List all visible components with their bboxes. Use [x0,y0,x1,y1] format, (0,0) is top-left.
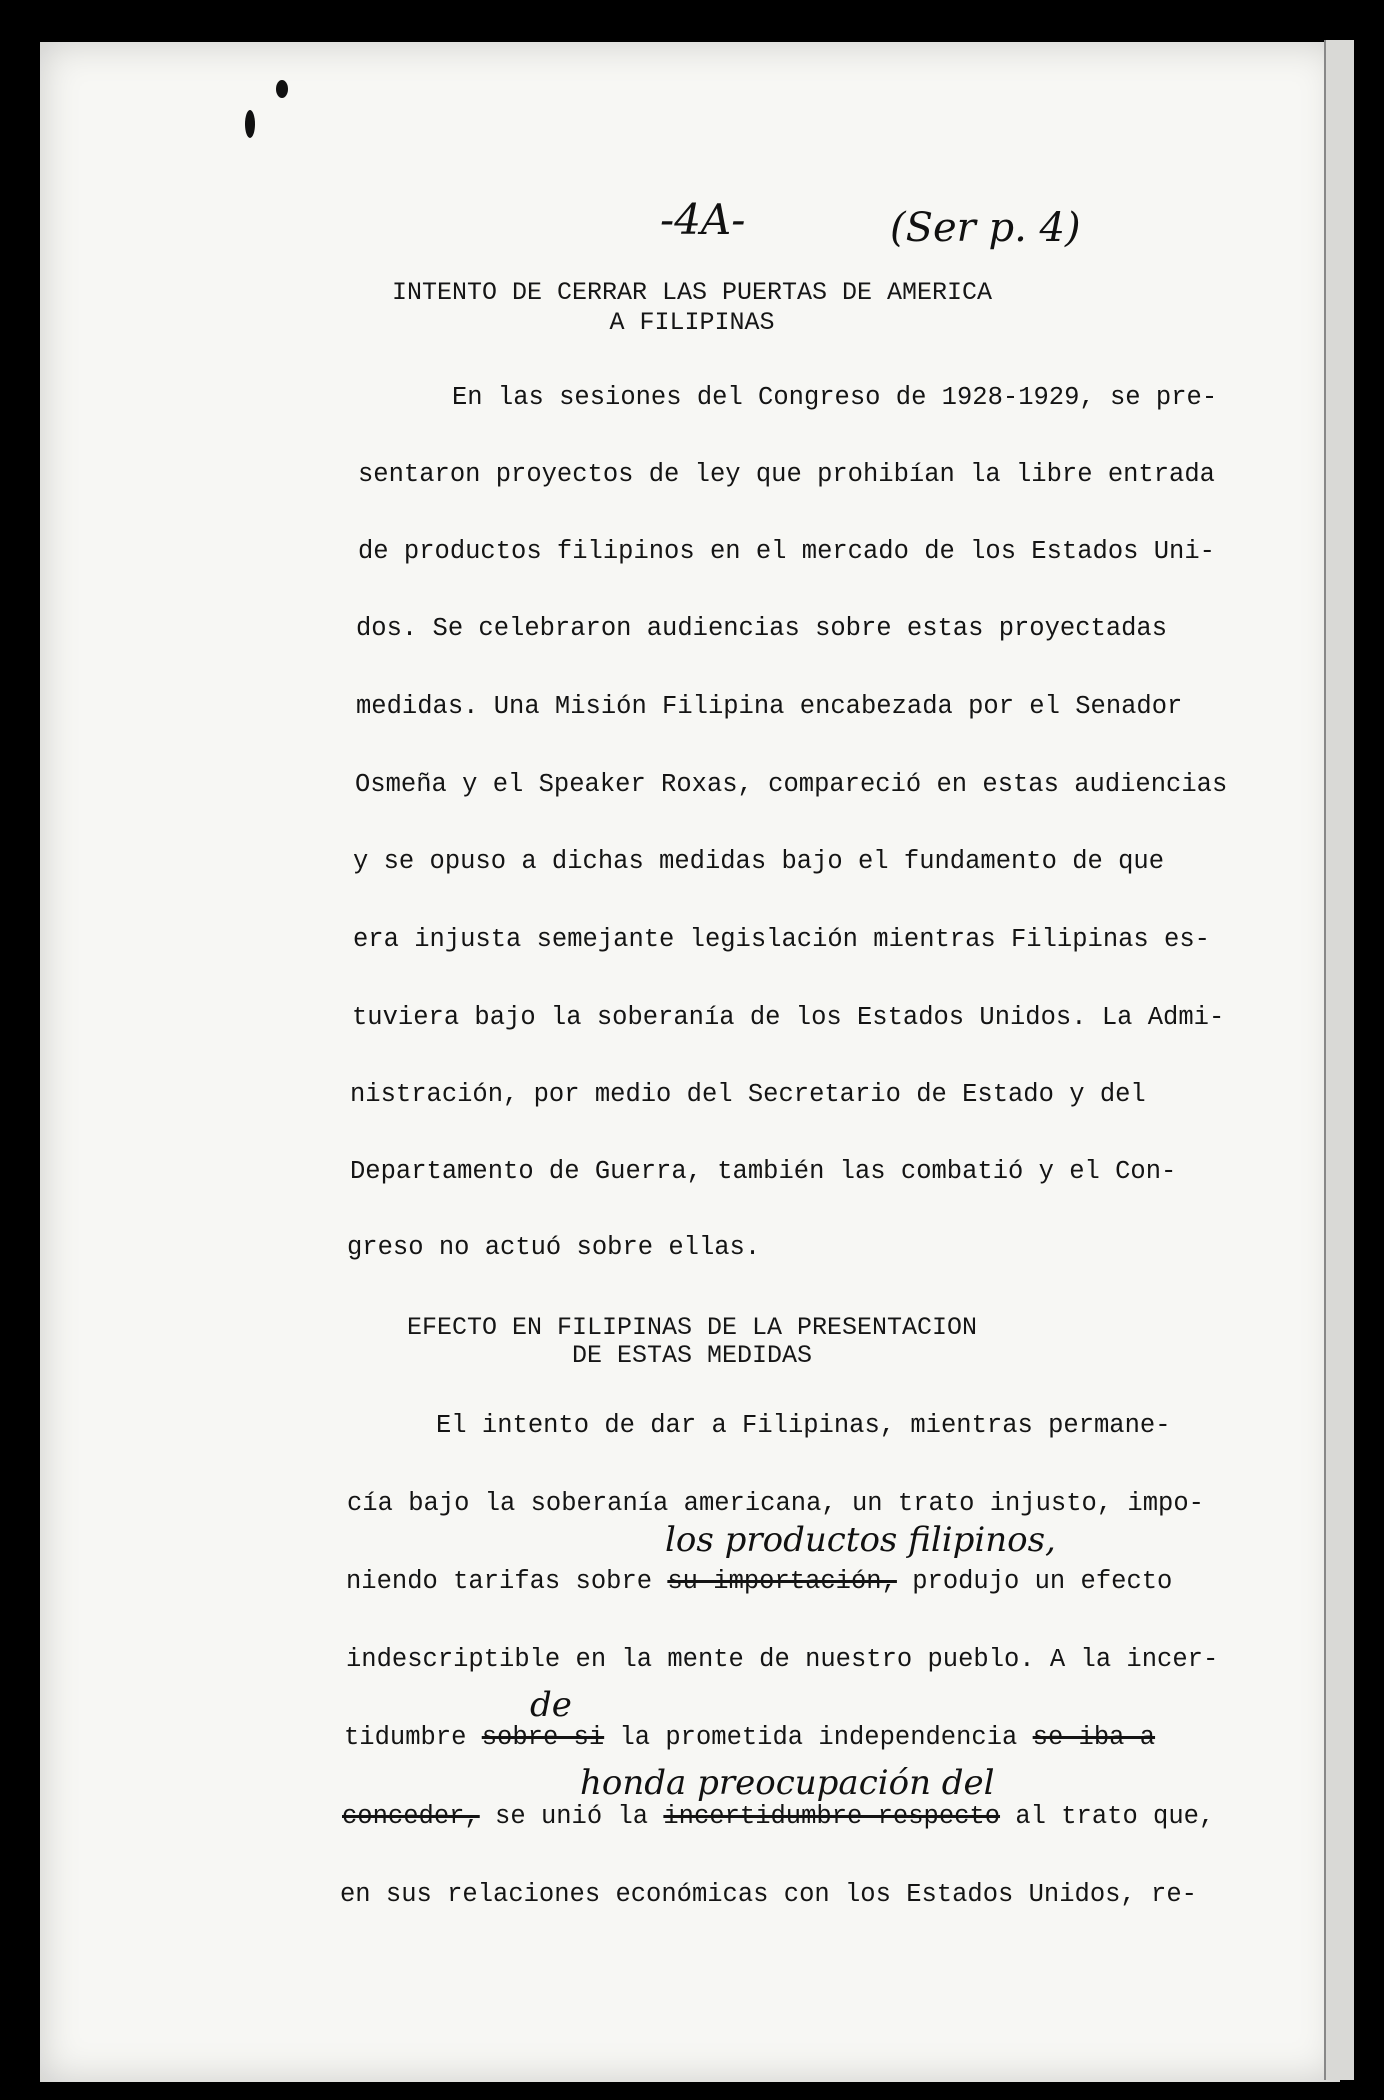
line-text: niendo tarifas sobre [346,1567,668,1596]
handwritten-insertion: de [530,1685,572,1725]
punch-hole-mark [245,110,255,138]
paragraph-line: En las sesiones del Congreso de 1928-1929, se pre- [452,383,1218,412]
paragraph-line: indescriptible en la mente de nuestro pueblo. A la incer- [346,1645,1219,1674]
paragraph-line: era injusta semejante legislación mientras Filipinas es- [353,925,1210,954]
section-title: DE ESTAS MEDIDAS [571,1341,813,1370]
paragraph-line: sentaron proyectos de ley que prohibían la libre entrada [358,460,1215,489]
struck-text: su importación, [667,1567,897,1596]
paragraph-line: Departamento de Guerra, también las combatió y el Con- [350,1157,1177,1186]
handwritten-note: (Ser p. 4) [890,205,1081,251]
section-title: EFECTO EN FILIPINAS DE LA PRESENTACION [406,1313,978,1342]
paragraph-line [342,1802,1214,1831]
line-text: al trato que, [1000,1802,1215,1831]
paragraph-line: El intento de dar a Filipinas, mientras permane- [436,1411,1171,1440]
paragraph-line: tuviera bajo la soberanía de los Estados Unidos. La Admi- [352,1003,1225,1032]
struck-text: conceder, [342,1802,480,1831]
section-title: INTENTO DE CERRAR LAS PUERTAS DE AMERICA [391,278,993,307]
paragraph-line: de productos filipinos en el mercado de los Estados Uni- [358,537,1215,566]
paragraph-line: cía bajo la soberanía americana, un trato injusto, impo- [347,1489,1204,1518]
struck-text: sobre si [481,1723,605,1752]
paragraph-line: greso no actuó sobre ellas. [347,1233,761,1262]
paragraph-line: Osmeña y el Speaker Roxas, compareció en estas audiencias [355,770,1228,799]
paragraph-line [344,1723,1155,1752]
handwritten-insertion: los productos filipinos, [665,1520,1056,1560]
paragraph-line: en sus relaciones económicas con los Estados Unidos, re- [340,1880,1197,1909]
line-text: produjo un efecto [896,1567,1173,1596]
page-edge [1324,40,1354,2080]
punch-hole-mark [276,80,288,98]
struck-text: incertidumbre respecto [663,1802,1001,1831]
paragraph-line [346,1567,1172,1596]
paragraph-line: dos. Se celebraron audiencias sobre estas proyectadas [356,614,1168,643]
paragraph-line: y se opuso a dichas medidas bajo el fundamento de que [353,847,1165,876]
paragraph-line: medidas. Una Misión Filipina encabezada por el Senador [356,692,1183,721]
struck-text: se iba a [1032,1723,1156,1752]
line-text: la prometida independencia [604,1723,1033,1752]
paragraph-line: nistración, por medio del Secretario de Estado y del [350,1080,1146,1109]
line-text: se unió la [479,1802,664,1831]
line-text: tidumbre [344,1723,482,1752]
section-title: A FILIPINAS [609,308,775,337]
handwritten-insertion: honda preocupación del [580,1763,995,1803]
page-number: -4A- [660,195,746,244]
